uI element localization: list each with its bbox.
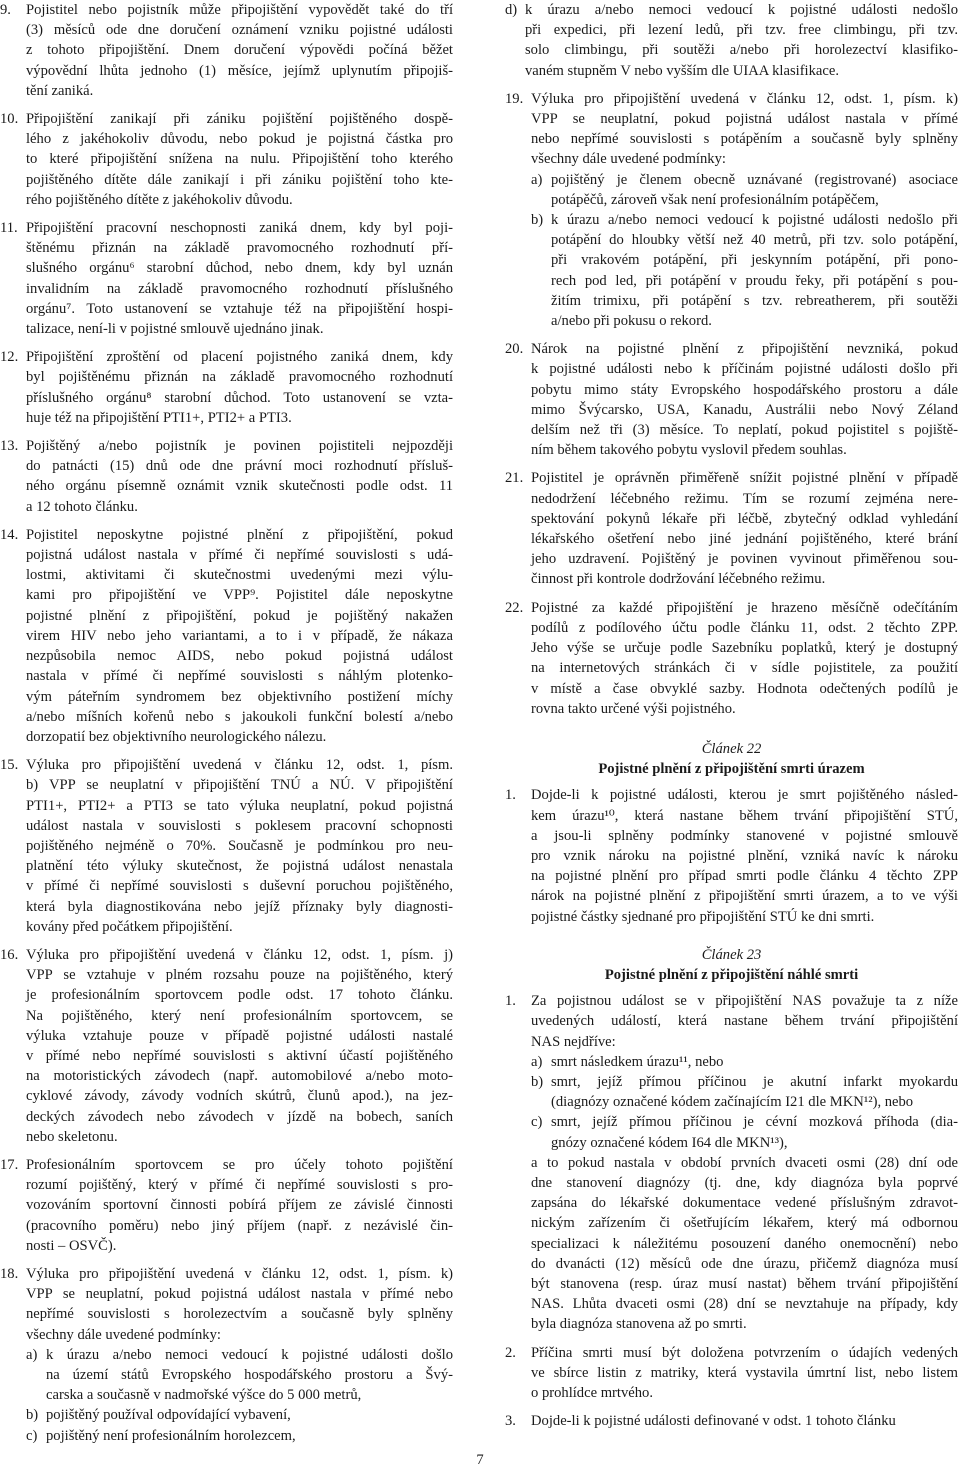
paragraph-line: to které připojištění snížena na nulu. Připojištění toho kterého	[26, 151, 453, 168]
paragraph-line: invalidním na základě pravomocného rozhodnutí příslušného	[26, 280, 453, 297]
numbered-paragraph	[505, 598, 958, 719]
paragraph-number: 12.	[0, 349, 19, 366]
sub-item-label: a)	[26, 1346, 38, 1363]
sub-item-line: a/nebo při pokusu o rekord.	[551, 313, 712, 330]
paragraph-line: rozumí pojištěný, který v přímé či nepřímé souvislosti s pro-	[26, 1177, 453, 1194]
article-23-subtitle: Pojistné plnění z připojištění náhlé smrti	[604, 966, 859, 983]
paragraph-line: Jeho výše se určuje podle Sazebníku poplatků, který je dostupný	[531, 640, 958, 657]
sub-item-line: smrt následkem úrazu¹¹, nebo	[551, 1053, 724, 1070]
paragraph-line: Na pojištěného, který není profesionálním sportovcem, se	[26, 1007, 453, 1024]
paragraph-line: pro vznik nároku na pojistné plnění, vzniká navíc k nároku	[531, 847, 958, 864]
paragraph-line: (3) měsíců ode dne doručení oznámení vzniku pojistné události	[26, 22, 453, 39]
numbered-paragraph	[0, 1264, 453, 1446]
paragraph-number: 17.	[0, 1156, 19, 1173]
paragraph-line: rovna takto určené výši pojistného.	[531, 700, 736, 717]
sub-item	[505, 0, 958, 81]
paragraph-line: cyklové závody, závody vodních skútrů, člunů apod.), na jez-	[26, 1088, 453, 1105]
numbered-paragraph	[505, 991, 958, 1334]
paragraph-line: do dvanácti (12) měsíců ode dne úrazu, přičemž diagnóza musí	[531, 1255, 958, 1272]
paragraph-line: VPP se neuplatní, pokud pojistná událost nastala v přímé	[531, 111, 958, 128]
paragraph-line: kem úrazu¹⁰, která nastane během trvání připojištění STÚ,	[531, 807, 958, 824]
paragraph-line: nárok na pojistné plnění z připojištění smrti úrazem, a to ve výši	[531, 888, 958, 905]
paragraph-line: PTI1+, PTI2+ a PTI3 se tato výluka neuplatní, pokud pojistná	[26, 797, 453, 814]
sub-item-label: c)	[26, 1427, 38, 1444]
paragraph-line: Pojistitel je oprávněn přiměřeně snížit pojistné plnění v případě	[531, 470, 958, 487]
paragraph-line: Pojištěný a/nebo pojistník je povinen pojistiteli nejpozději	[26, 438, 453, 455]
paragraph-line: Výluka pro připojištění uvedená v článku 12, odst. 1, písm. k)	[531, 90, 958, 107]
sub-item-line: vaném stupněm V nebo vyšším dle UIAA klasifikace.	[525, 62, 839, 79]
sub-item-label: b)	[531, 212, 544, 229]
paragraph-line: Pojistné za každé připojištění je hrazeno měsíčně odečítáním	[531, 599, 958, 616]
paragraph-line: deckých závodech nebo závodech v jízdě na bobech, saních	[26, 1108, 453, 1125]
paragraph-line: zapsána do lékařské dokumentace vedené příslušným zdravot-	[531, 1195, 958, 1212]
article-23-title: Článek 23	[701, 946, 762, 963]
paragraph-line: Pojistitel nebo pojistník může připojištění vypovědět také do tří	[26, 2, 453, 18]
sub-item-line: pojištěný je členem obecně uznávané (registrované) asociace	[551, 171, 958, 188]
sub-item-line: carska a současně v nadmořské výšce do 5 000 metrů,	[46, 1387, 362, 1404]
paragraph-line: a to pokud nastala v období prvních dvaceti osmi (28) dní ode	[531, 1154, 958, 1171]
paragraph-line: nezpůsobila nemoc AIDS, nebo pokud pojistná událost	[26, 648, 453, 665]
sub-item-line: k úrazu a/nebo nemoci vedoucí k pojistné události nedošlo	[525, 2, 958, 18]
paragraph-number: 2.	[505, 1344, 516, 1361]
sub-item-line: při expedici, při lezení ledů, při tzv. free climbingu, při tzv.	[525, 22, 958, 39]
page-number: 7	[476, 1452, 484, 1468]
sub-item-label: a)	[531, 1053, 543, 1070]
numbered-paragraph	[505, 468, 958, 589]
paragraph-line: výpovědní lhůta jednoho (1) měsíce, jejímž uplynutím připojiš-	[26, 62, 453, 79]
paragraph-line: vozováním sportovní činnosti pobírá příjem ze závislé činnosti	[26, 1197, 453, 1214]
paragraph-line: a/nebo míšních kořenů nebo s jakoukoli funkční bolestí a/nebo	[26, 708, 453, 725]
paragraph-line: nickým zařízením či ošetřujícím lékařem, který má odbornou	[531, 1215, 958, 1232]
paragraph-line: Dojde-li k pojistné události definované v odst. 1 tohoto článku	[531, 1413, 896, 1430]
paragraph-line: Výluka pro připojištění uvedená v článku 12, odst. 1, písm.	[26, 757, 453, 774]
sub-item-line: pojištěný používal odpovídající vybavení,	[46, 1407, 291, 1424]
paragraph-line: pojistné částky sjednané pro připojištění STÚ ke dni smrti.	[531, 908, 875, 925]
paragraph-line: v místě a čase obvyklé sazby. Hodnota odečtených podílů je	[531, 680, 958, 697]
paragraph-line: orgánu⁷. Toto ustanovení se vztahuje též na připojištění hospi-	[26, 300, 453, 317]
paragraph-line: o prohlídce mrtvého.	[531, 1385, 653, 1401]
paragraph-line: pojistné plnění z připojištění, pokud je pojištěný nakažen	[26, 607, 453, 624]
paragraph-line: na pojistné plnění pro případ smrti podle článku 4 těchto ZPP	[531, 868, 958, 885]
paragraph-line: VPP se vztahuje v plném rozsahu pouze na pojištěného, který	[26, 967, 453, 984]
sub-item	[531, 1052, 958, 1072]
sub-item-line: potápění do hloubky větší než 40 metrů, při tzv. solo potápění,	[551, 232, 958, 249]
sub-item-label: d)	[505, 2, 518, 18]
paragraph-line: podílů z podílového účtu podle článku 11, odst. 2 těchto ZPP.	[531, 619, 958, 636]
sub-item-line: na území států Evropského hospodářského prostoru a Švý-	[46, 1367, 453, 1383]
sub-item-label: b)	[531, 1073, 544, 1090]
paragraph-line: tění zaniká.	[26, 82, 94, 99]
left-column	[0, 0, 453, 1454]
paragraph-number: 21.	[505, 470, 524, 487]
paragraph-line: mimo Švýcarsko, USA, Kanadu, Austrálii nebo Nový Zéland	[531, 401, 958, 418]
paragraph-line: pojištěného nejméně o 70%. Současně je podmínkou pro neu-	[26, 837, 453, 854]
paragraph-number: 19.	[505, 90, 524, 107]
paragraph-number: 13.	[0, 438, 19, 455]
numbered-paragraph	[505, 1343, 958, 1404]
sub-item	[26, 1345, 453, 1406]
paragraph-line: nastala v přímé či nepřímé souvislosti s náhlým plotenko-	[26, 668, 453, 685]
paragraph-line: platnění této výluky skutečnost, že pojistná událost nenastala	[26, 858, 453, 875]
paragraph-line: spektování pokynů lékaře při léčbě, zbytečný odklad vyhledání	[531, 510, 958, 527]
right-column	[505, 0, 958, 1439]
numbered-paragraph	[505, 785, 958, 926]
paragraph-line: b) VPP se neuplatní v připojištění TNÚ a NÚ. V připojištění	[26, 777, 453, 794]
paragraph-line: a jsou-li splněny podmínky stanovené v pojistné smlouvě	[531, 827, 958, 844]
sub-item-label: a)	[531, 171, 543, 188]
paragraph-line: nepřímé souvislosti s horolezectvím a současně byly splněny	[26, 1306, 453, 1323]
article-22-subtitle: Pojistné plnění z připojištění smrti úrazem	[598, 761, 865, 778]
paragraph-number: 22.	[505, 599, 524, 616]
paragraph-line: Připojištění zproštění od placení pojistného zaniká dnem, kdy	[26, 349, 453, 366]
numbered-paragraph	[0, 1155, 453, 1256]
paragraph-line: ním během takového pobytu vyslovil předem souhlas.	[531, 442, 847, 459]
paragraph-line: huje též na připojištění PTI1+, PTI2+ a PTI3.	[26, 409, 292, 426]
paragraph-line: NAS nejdříve:	[531, 1033, 616, 1050]
paragraph-line: všechny dále uvedené podmínky:	[531, 151, 726, 168]
paragraph-line: která byla diagnostikována nebo jejíž příznaky byly diagnosti-	[26, 898, 453, 915]
paragraph-line: dorzopatií bez objektivního neurologického nálezu.	[26, 728, 327, 745]
sub-item	[531, 1072, 958, 1112]
paragraph-line: kami pro připojištění ve VPP⁹. Pojistitel dále neposkytne	[26, 587, 453, 604]
sub-item-line: rech pod led, při potápění v proudu řeky, při potápění s pou-	[551, 272, 958, 289]
paragraph-line: a 12 tohoto článku.	[26, 498, 138, 515]
paragraph-number: 16.	[0, 946, 19, 963]
sub-item-line: (diagnózy označené kódem začínajícím I21 dle MKN¹²), nebo	[551, 1094, 914, 1111]
paragraph-line: nedodržení léčebného režimu. Tím se rozumí zejména nere-	[531, 490, 958, 507]
paragraph-number: 9.	[0, 2, 11, 18]
paragraph-line: Nárok na pojistné plnění z připojištění nevzniká, pokud	[531, 341, 958, 358]
paragraph-line: výluka vztahuje pouze v případě pojistné události nastalé	[26, 1027, 453, 1044]
sub-item-line: smrt, jejíž přímou příčinou je akutní infarkt myokardu	[551, 1073, 958, 1090]
paragraph-line: jeho uzdravení. Pojištěný je povinen vyvinout přiměřenou sou-	[531, 551, 958, 568]
paragraph-line: Připojištění zanikají při zániku pojištění pojištěného dospě-	[26, 111, 453, 128]
paragraph-line: kovány před počátkem připojištění.	[26, 918, 233, 935]
paragraph-line: byla diagnóza stanovena až po smrti.	[531, 1316, 747, 1333]
paragraph-line: nebo skeletonu.	[26, 1128, 118, 1145]
sub-item	[531, 170, 958, 210]
numbered-paragraph	[0, 109, 453, 210]
paragraph-number: 10.	[0, 111, 19, 128]
paragraph-line: všechny dále uvedené podmínky:	[26, 1326, 221, 1343]
sub-item-line: k úrazu a/nebo nemoci vedoucí k pojistné události nedošlo při	[551, 212, 958, 229]
paragraph-line: uvedených událostí, která nastane během trvání připojištění	[531, 1013, 958, 1030]
paragraph-line: Profesionálním sportovcem se pro účely tohoto pojištění	[26, 1156, 453, 1173]
paragraph-line: Připojištění pracovní neschopnosti zaniká dnem, kdy byl poji-	[26, 220, 453, 237]
paragraph-line: nosti – OSVČ).	[26, 1237, 117, 1254]
sub-item-label: b)	[26, 1407, 39, 1424]
paragraph-number: 15.	[0, 757, 19, 774]
sub-item-line: solo climbingu, při soutěži a/nebo při horolezectví klasifiko-	[525, 42, 958, 59]
paragraph-number: 20.	[505, 341, 524, 358]
paragraph-number: 1.	[505, 787, 516, 804]
paragraph-line: Za pojistnou událost se v připojištění NAS považuje ta z níže	[531, 993, 958, 1010]
sub-item	[531, 1112, 958, 1152]
paragraph-line: slušného orgánu⁶ starobní důchod, nebo dnem, kdy byl uznán	[26, 260, 453, 277]
numbered-paragraph	[0, 436, 453, 517]
numbered-paragraph	[505, 1411, 958, 1431]
paragraph-line: pojištěného dítěte dále zanikají i při zániku pojištění toho kte-	[26, 171, 453, 188]
numbered-paragraph	[0, 0, 453, 101]
paragraph-line: rého pojištěného dítěte z jakéhokoliv důvodu.	[26, 191, 293, 208]
paragraph-number: 3.	[505, 1413, 516, 1430]
paragraph-line: vým páteřním syndromem bez objektivního postižení míchy	[26, 688, 453, 705]
paragraph-line: specializaci k náležitému posouzení daného onemocnění) nebo	[531, 1235, 958, 1252]
numbered-paragraph	[0, 218, 453, 339]
numbered-paragraph	[0, 525, 453, 747]
article-22-title: Článek 22	[701, 740, 762, 757]
numbered-paragraph	[0, 755, 453, 937]
sub-item-line: pojištěný není profesionálním horolezcem,	[46, 1427, 296, 1444]
paragraph-line: talizace, není-li v pojistné smlouvě ujednáno jinak.	[26, 321, 324, 338]
paragraph-line: Výluka pro připojištění uvedená v článku 12, odst. 1, písm. k)	[26, 1265, 453, 1282]
paragraph-line: ného orgánu písemně oznámit vznik skutečnosti podle odst. 11	[26, 478, 453, 495]
continued-list	[505, 0, 958, 81]
paragraph-line: (pracovního poměru) nebo jiný příjem (např. z nezávislé čin-	[26, 1217, 453, 1234]
numbered-paragraph	[0, 347, 453, 428]
paragraph-line: v přímé nebo nepřímé souvislosti s aktivní účastí pojištěného	[26, 1047, 453, 1064]
paragraph-line: Pojistitel neposkytne pojistné plnění z připojištění, pokud	[26, 526, 453, 543]
paragraph-line: příslušného orgánu⁸ starobní důchod. Toto ustanovení se vzta-	[26, 389, 453, 406]
sub-item-line: k úrazu a/nebo nemoci vedoucí k pojistné události došlo	[46, 1346, 453, 1363]
paragraph-line: lostmi, aktivitami či skutečnostmi uvedenými mezi výlu-	[26, 567, 453, 584]
paragraph-line: ve sbírce listin z matriky, která vystavila úmrtní list, nebo listem	[531, 1364, 958, 1381]
paragraph-number: 1.	[505, 993, 516, 1010]
paragraph-line: do patnácti (15) dnů ode dne právní moci rozhodnutí přísluš-	[26, 458, 453, 475]
paragraph-line: z tohoto připojištění. Dnem doručení výpovědi počíná běžet	[26, 42, 453, 59]
sub-item-line: smrt, jejíž přímou příčinou je cévní mozková příhoda (dia-	[551, 1114, 958, 1131]
paragraph-line: štěnému přiznán na základě pravomocného rozhodnutí pří-	[26, 240, 453, 257]
paragraph-line: činnost při kontrole dodržování léčebného režimu.	[531, 571, 826, 588]
paragraph-line: nebo nepřímé souvislosti s potápěním a současně byly splněny	[531, 131, 958, 148]
paragraph-line: dne stanovení diagnózy (tj. dne, kdy diagnóza byla poprvé	[531, 1174, 958, 1191]
paragraph-line: lékařského ošetření nebo jiné jednání pojištěného, které brání	[531, 531, 958, 548]
paragraph-line: NAS. Lhůta dvaceti osmi (28) dní se nevztahuje na případy, kdy	[531, 1296, 958, 1313]
paragraph-line: Dojde-li k pojistné události, kterou je smrt pojištěného násled-	[531, 787, 958, 804]
sub-item	[26, 1405, 453, 1425]
paragraph-line: pobytu mimo státy Evropského hospodářského prostoru a dále	[531, 381, 958, 398]
numbered-paragraph	[505, 89, 958, 331]
paragraph-line: na motoristických závodech (např. automobilové a/nebo moto-	[26, 1068, 453, 1085]
paragraph-line: na internetových stránkách či v sídle pojistitele, za použití	[531, 660, 958, 677]
paragraph-line: být stanovena (resp. úraz musí nastat) během trvání připojištění	[531, 1275, 958, 1292]
sub-item-line: potápěčů, zároveň však není profesionálním potápěčem,	[551, 191, 879, 208]
paragraph-line: lého z jakéhokoliv důvodu, nebo pokud je pojistná částka pro	[26, 131, 453, 148]
paragraph-line: delším než tři (3) měsíce. To neplatí, pokud pojistitel s pojiště-	[531, 422, 958, 439]
paragraph-line: byl pojištěnému přiznán na základě pravomocného rozhodnutí	[26, 369, 453, 386]
paragraph-line: v přímé či nepřímé souvislosti s duševní poruchou pojištěného,	[26, 878, 453, 895]
paragraph-line: Výluka pro připojištění uvedená v článku 12, odst. 1, písm. j)	[26, 946, 453, 963]
sub-item-line: při vrakovém potápění, při jeskynním potápění, při pono-	[551, 252, 958, 269]
paragraph-line: VPP se neuplatní, pokud pojistná událost nastala v přímé nebo	[26, 1286, 453, 1303]
paragraph-line: je profesionálním sportovcem podle odst. 17 tohoto článku.	[26, 987, 453, 1004]
paragraph-number: 14.	[0, 526, 19, 543]
sub-item-line: žitím trimixu, při potápění s tzv. rebreatherem, při soutěži	[551, 292, 958, 309]
sub-item	[26, 1426, 453, 1446]
paragraph-number: 11.	[0, 220, 18, 237]
paragraph-line: virem HIV nebo jeho variantami, a to i v případě, že nákaza	[26, 627, 453, 644]
paragraph-number: 18.	[0, 1265, 19, 1282]
sub-item-line: gnózy označené kódem I64 dle MKN¹³),	[551, 1134, 788, 1151]
numbered-paragraph	[505, 339, 958, 460]
paragraph-line: událost nastala v souvislosti s poklesem pracovní schopnosti	[26, 817, 453, 834]
sub-item-label: c)	[531, 1114, 543, 1131]
numbered-paragraph	[0, 945, 453, 1147]
paragraph-line: k pojistné události nebo k příčinám pojistné události došlo při	[531, 361, 958, 378]
paragraph-line: pojistná událost nastala v přímé či nepřímé souvislosti s udá-	[26, 547, 453, 564]
paragraph-line: Příčina smrti musí být doložena potvrzením o údajích vedených	[531, 1344, 958, 1361]
sub-item	[531, 210, 958, 331]
